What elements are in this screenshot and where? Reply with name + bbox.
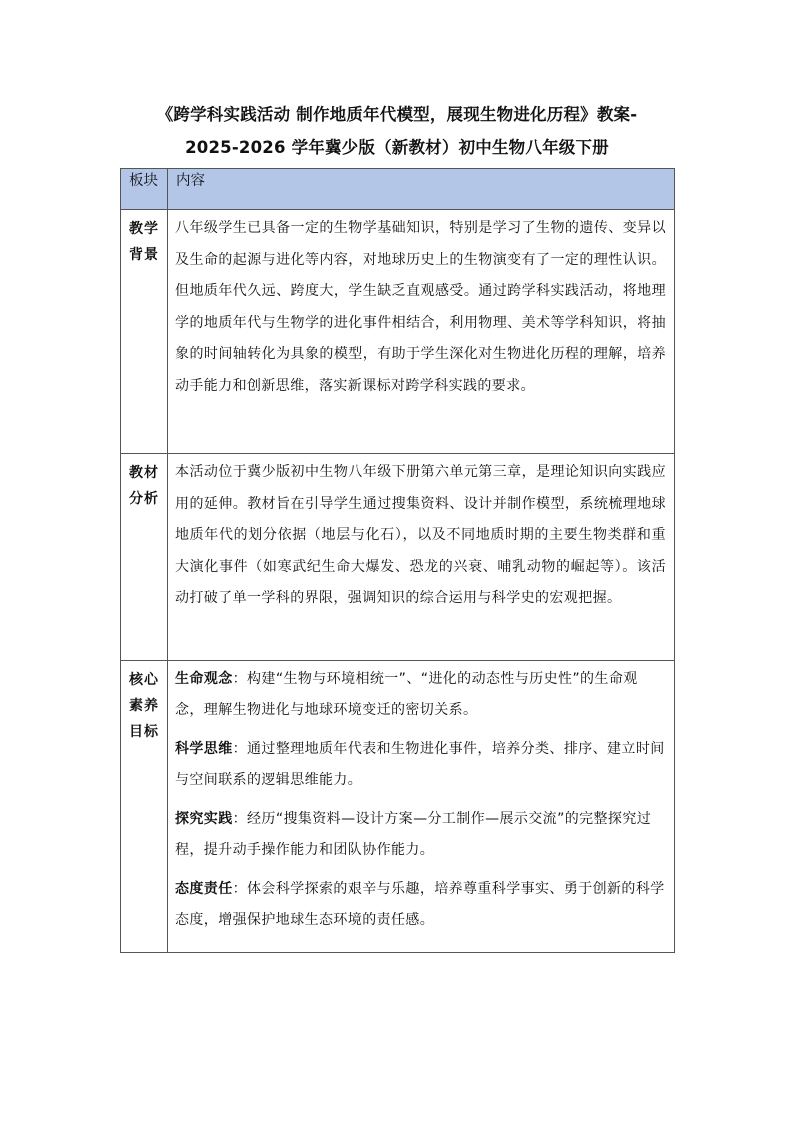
goal-text: 通过整理地质年代表和生物进化事件，培养分类、排序、建立时间与空间联系的逻辑思维能力。 (175, 741, 665, 788)
goal-name: 态度责任 (175, 881, 233, 897)
goal-name: 科学思维 (175, 741, 233, 757)
goal-name: 探究实践 (175, 811, 233, 827)
goal-text: 经历“搜集资料—设计方案—分工制作—展示交流”的完整探究过程，提升动手操作能力和团队协作能力。 (175, 811, 652, 858)
goal-item-inquiry-practice (175, 804, 666, 866)
goal-item-life-concept (175, 664, 666, 726)
table-row-analysis (121, 454, 675, 661)
row-label-analysis (121, 454, 168, 661)
goal-item-attitude-responsibility (175, 874, 666, 936)
row-label-line: 素养 (129, 698, 159, 714)
document-title (0, 98, 794, 164)
goal-separator: ： (232, 811, 248, 827)
row-label-goals (121, 661, 168, 953)
header-section-label: 板块 (129, 173, 158, 189)
header-cell-section (121, 169, 168, 210)
row-text-analysis: 本活动位于冀少版初中生物八年级下册第六单元第三章，是理论知识向实践应用的延伸。教材旨在引导学生通过搜集资料、设计并制作模型，系统梳理地球地质年代的划分依据（地层与化石），以及不同地质时期的主要生物类群和重大演化事件（如寒武纪生命大爆发、恐龙的兴衰、哺乳动物的崛起等）。该活动打破了单一学科的界限，强调知识的综合运用与科学史的宏观把握。 (168, 454, 675, 661)
goal-text: 体会科学探索的艰辛与乐趣，培养尊重科学事实、勇于创新的科学态度，增强保护地球生态环境的责任感。 (175, 881, 665, 928)
row-label-line: 分析 (129, 491, 159, 507)
row-label-line: 教材 (129, 465, 159, 481)
table-row-goals (121, 661, 675, 953)
goal-separator: ： (232, 741, 248, 757)
goal-name: 生命观念 (175, 671, 233, 687)
table-header-row (121, 169, 675, 210)
goals-cell (168, 661, 675, 953)
table-row-background (121, 210, 675, 454)
row-label-line: 背景 (129, 247, 159, 263)
goal-separator: ： (232, 881, 248, 897)
title-line-1: 《跨学科实践活动 制作地质年代模型，展现生物进化历程》教案- (156, 105, 638, 124)
row-label-background (121, 210, 168, 454)
goal-text: 构建“生物与环境相统一”、“进化的动态性与历史性”的生命观念，理解生物进化与地球环境变迁的密切关系。 (175, 671, 638, 718)
title-line-2: 2025-2026 学年冀少版（新教材）初中生物八年级下册 (185, 138, 609, 157)
row-label-line: 教学 (129, 221, 159, 237)
row-label-line: 核心 (129, 672, 159, 688)
header-content-label: 内容 (176, 173, 205, 189)
header-cell-content (168, 169, 675, 210)
row-text-background: 八年级学生已具备一定的生物学基础知识，特别是学习了生物的遗传、变异以及生命的起源与进化等内容，对地球历史上的生物演变有了一定的理性认识。但地质年代久远、跨度大，学生缺乏直观感受。通过跨学科实践活动，将地理学的地质年代与生物学的进化事件相结合，利用物理、美术等学科知识，将抽象的时间轴转化为具象的模型，有助于学生深化对生物进化历程的理解，培养动手能力和创新思维，落实新课标对跨学科实践的要求。 (168, 210, 675, 454)
goal-item-scientific-thinking (175, 734, 666, 796)
row-label-line: 目标 (129, 724, 159, 740)
lesson-plan-table (120, 168, 675, 953)
goal-separator: ： (232, 671, 248, 687)
